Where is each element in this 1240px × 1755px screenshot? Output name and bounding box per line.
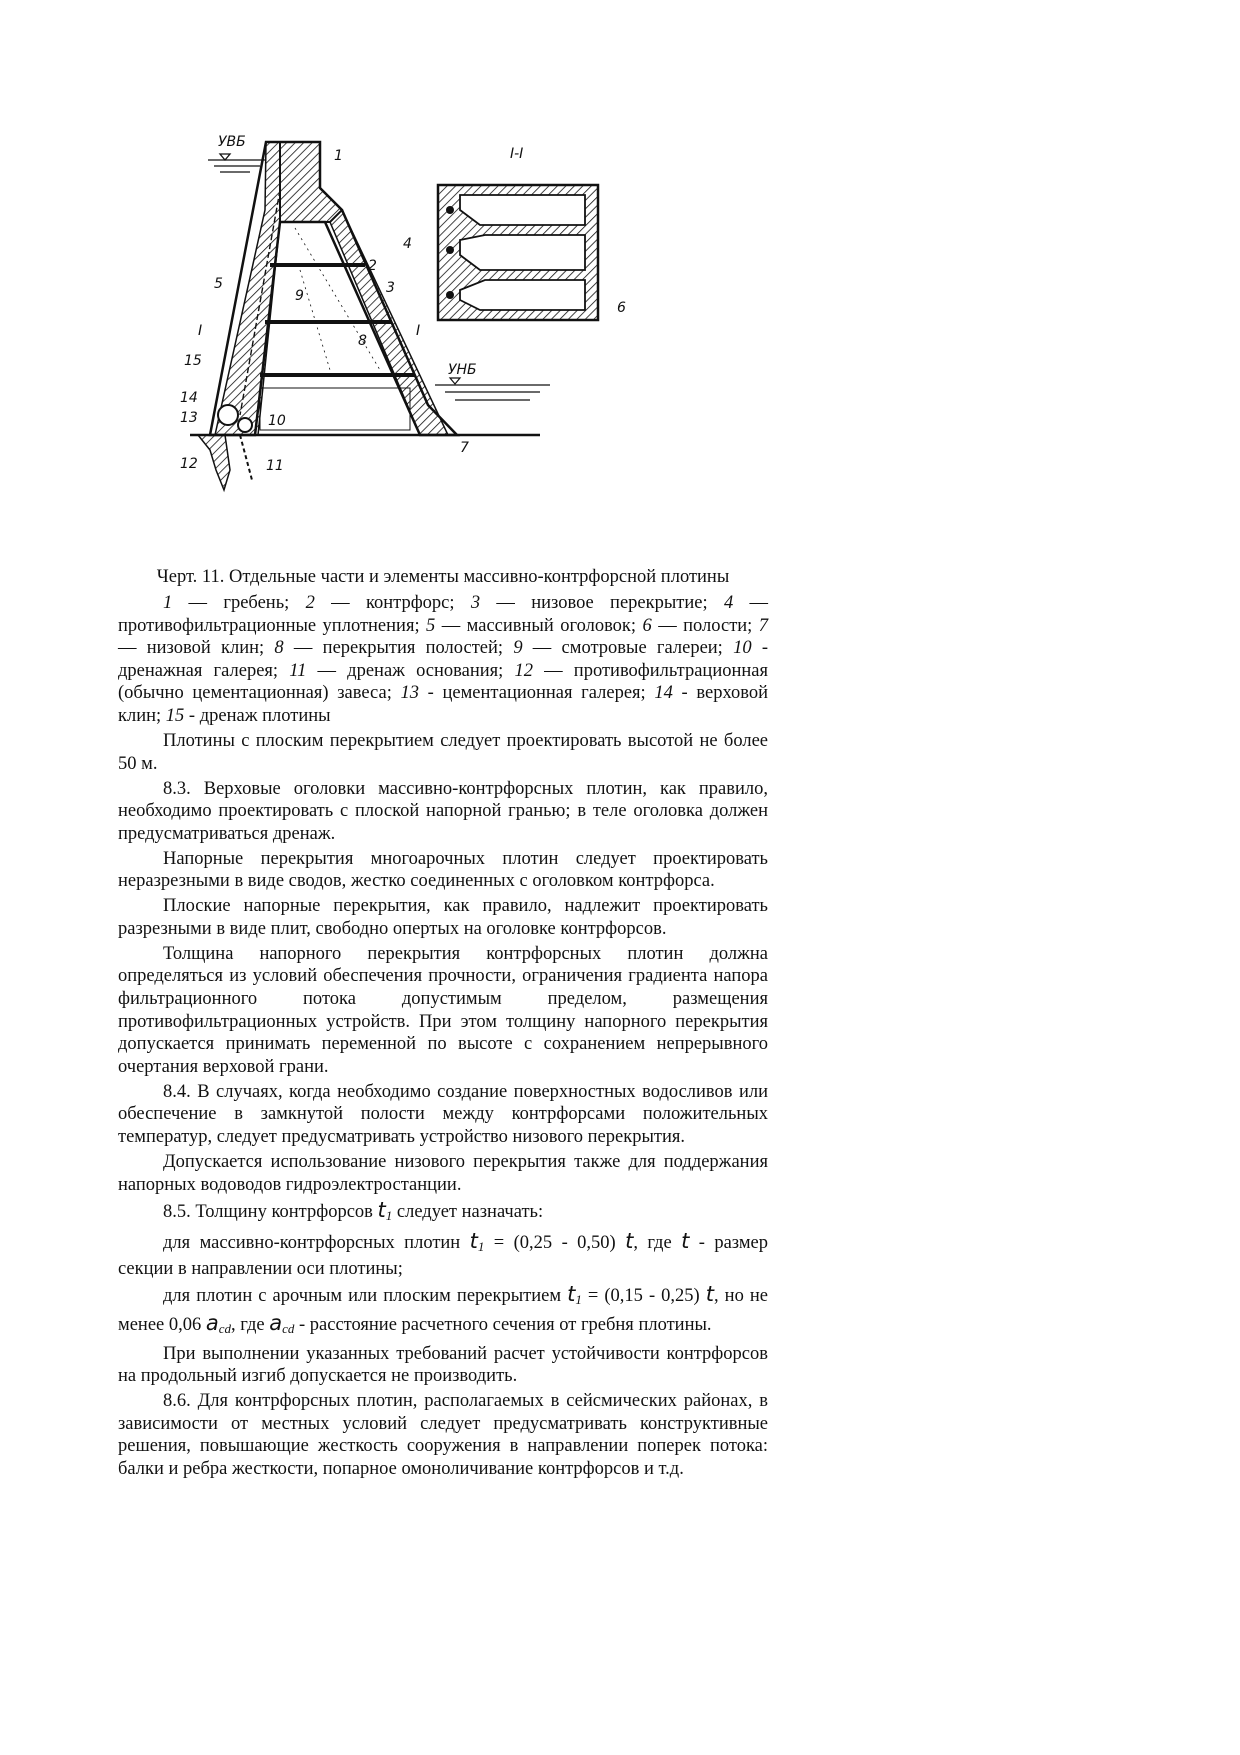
legend-number: 14 (654, 683, 673, 704)
dam-drawing (180, 130, 725, 550)
legend-number: 11 (289, 660, 307, 681)
paragraph: Допускается использование низового перекрытия также для поддержания напорных водоводов гидроэлектростанции. (118, 1151, 768, 1195)
uvb-label: УВБ (218, 134, 246, 150)
section-view (438, 185, 598, 320)
figure-caption: Черт. 11. Отдельные части и элементы массивно-контрфорсной плотины (156, 567, 730, 587)
callout-12: 12 (180, 456, 198, 472)
downstream-water (435, 378, 550, 400)
legend-number: 3 (470, 593, 481, 613)
legend-number: 8 (274, 638, 284, 659)
section-mark-left: I (198, 323, 203, 339)
legend-text: — перекрытия полостей; (283, 638, 514, 659)
callout-7: 7 (460, 440, 469, 456)
figure-legend (118, 592, 768, 728)
legend-text: - дренажная галерея; (118, 638, 768, 681)
legend-text: — низовое перекрытие; (480, 593, 724, 613)
legend-text: — контрфорс; (314, 593, 471, 613)
legend-number: 9 (513, 638, 523, 659)
legend-text: — смотровые галереи; (522, 638, 734, 659)
legend-number: 15 (165, 705, 185, 726)
callout-14: 14 (180, 390, 198, 406)
callout-10: 10 (268, 413, 286, 429)
legend-number: 2 (305, 593, 315, 613)
paragraph: При выполнении указанных требований расчет устойчивости контрфорсов на продольный изгиб допускается не производить. (118, 1343, 768, 1387)
section-title: I-I (510, 146, 524, 162)
legend-number: 1 (163, 593, 173, 613)
legend-text: — полости; (651, 615, 759, 636)
legend-text: - верховой клин; (118, 683, 768, 726)
legend-text: — массивный оголовок; (435, 615, 643, 636)
callout-8: 8 (358, 333, 367, 349)
paragraph: Плотины с плоским перекрытием следует проектировать высотой не более 50 м. (118, 730, 768, 774)
paragraph: Напорные перекрытия многоарочных плотин следует проектировать неразрезными в виде сводов, жестко соединенных с оголовком контрфорса. (118, 848, 768, 892)
callout-9: 9 (295, 288, 304, 304)
legend-text: — противофильтрационная (обычно цементационная) завеса; (118, 660, 768, 704)
legend-number: 13 (400, 683, 419, 704)
paragraph: Толщина напорного перекрытия контрфорсных плотин должна определяться из условий обеспечения прочности, ограничения градиента напора фильтрационного потока допустимым пределом, размещения противофильтрационных устройств. При этом толщину напорного перекрытия допускается принимать переменной по высоте с сохранением непрерывного очертания верховой грани. (118, 943, 768, 1077)
legend-text: — гребень; (172, 593, 306, 613)
legend-number: 5 (426, 615, 436, 636)
legend-text: — дренаж основания; (306, 660, 515, 681)
paragraph: Плоские напорные перекрытия, как правило, надлежит проектировать разрезными в виде плит, свободно опертых на оголовке контрфорсов. (118, 896, 768, 939)
upstream-water (208, 154, 266, 172)
callout-11: 11 (266, 458, 284, 474)
callout-1: 1 (334, 148, 343, 164)
legend-number: 6 (642, 615, 652, 636)
unb-label: УНБ (448, 362, 477, 378)
legend-number: 7 (758, 615, 769, 636)
callout-13: 13 (180, 410, 198, 426)
paragraph-formula: для плотин с арочным или плоским перекрытием $t_1 = (0,15 - 0,25)$ t, но не менее 0,06 $a_{cd}$, где $a_{cd}$ - расстояние расчетного сечения от гребня плотины. (118, 1282, 768, 1336)
paragraph-formula: для массивно-контрфорсных плотин $t_1 = (0,25 - 0,50)$ t, где t - размер секции в направлении оси плотины; (118, 1228, 768, 1280)
legend-number: 10 (733, 638, 752, 659)
callout-2: 2 (368, 258, 377, 274)
paragraph: 8.6. Для контрфорсных плотин, располагаемых в сейсмических районах, в зависимости от местных условий следует предусматривать конструктивные решения, повышающие жесткость сооружения в направлении поперек потока: балки и ребра жесткости, попарное омоноличивание контрфорсов и т.д. (118, 1391, 768, 1480)
paragraph: 8.4. В случаях, когда необходимо создание поверхностных водосливов или обеспечение в замкнутой полости между контрфорсами положительных температур, следует предусматривать устройство низового перекрытия. (118, 1081, 768, 1147)
legend-text: - дренаж плотины (184, 705, 331, 726)
callout-6: 6 (617, 300, 626, 316)
legend-number: 12 (514, 660, 533, 681)
section-mark-right: I (416, 323, 421, 339)
callout-3: 3 (386, 280, 395, 296)
callout-4: 4 (403, 236, 412, 252)
legend-text: — низовой клин; (118, 638, 275, 659)
paragraph-formula: 8.5. Толщину контрфорсов $t_1$ следует назначать: (163, 1197, 544, 1223)
callout-5: 5 (214, 276, 223, 292)
legend-text: — противофильтрационные уплотнения; (118, 593, 769, 636)
legend-text: - цементационная галерея; (419, 683, 655, 704)
legend-number: 4 (723, 593, 734, 613)
paragraph: 8.3. Верховые оголовки массивно-контрфорсных плотин, как правило, необходимо проектировать с плоской напорной гранью; в теле оголовка должен предусматриваться дренаж. (118, 778, 768, 844)
document-body (118, 592, 768, 1483)
callout-15: 15 (184, 353, 202, 369)
